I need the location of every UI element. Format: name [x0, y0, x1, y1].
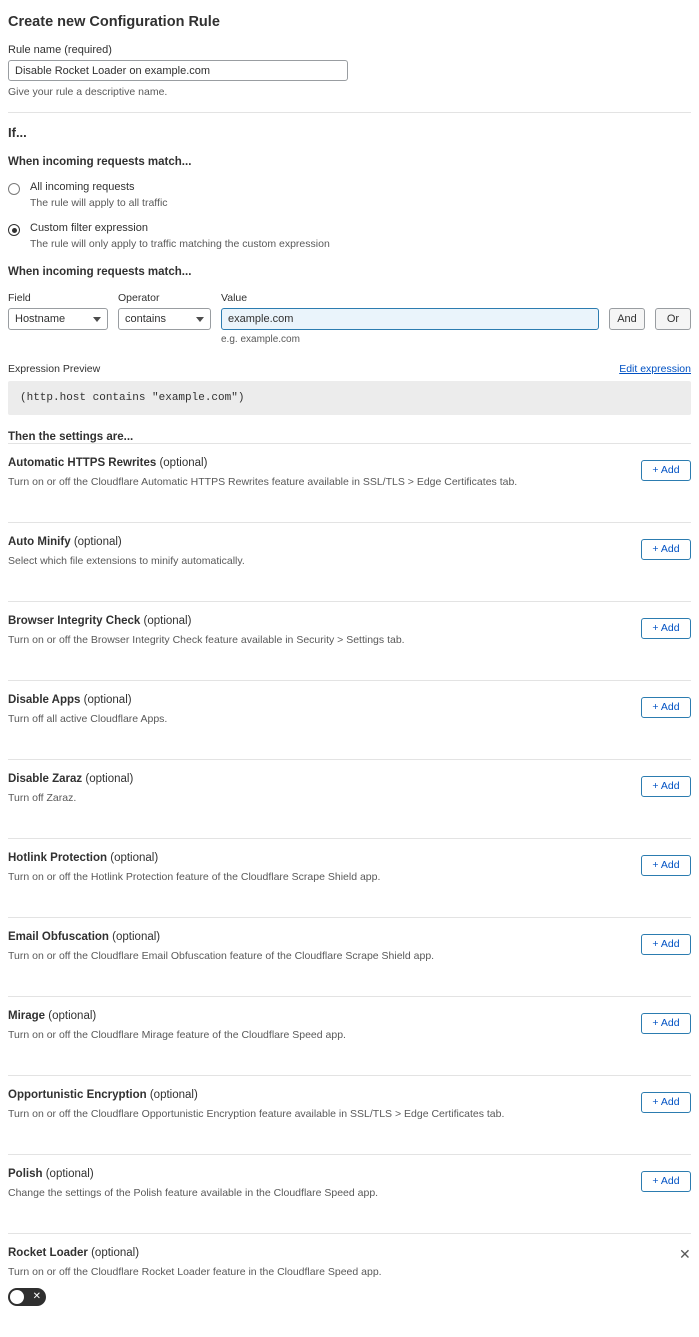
setting-name: Rocket Loader (optional) [8, 1247, 140, 1259]
setting-row-hotlink-protection [8, 838, 691, 917]
toggle-knob [10, 1290, 24, 1304]
column-header-field: Field [8, 292, 31, 304]
radio-label-all-requests: All incoming requests [30, 181, 135, 193]
value-hint: e.g. example.com [221, 334, 300, 345]
setting-row-email-obfuscation [8, 917, 691, 996]
radio-icon-all-requests[interactable] [8, 183, 20, 195]
field-select[interactable] [8, 308, 108, 330]
setting-description: Turn off Zaraz. [8, 792, 77, 804]
setting-name: Disable Apps (optional) [8, 694, 132, 706]
setting-name: Browser Integrity Check (optional) [8, 615, 192, 627]
toggle-off-icon: ✕ [32, 1291, 41, 1302]
chevron-down-icon [196, 317, 204, 322]
setting-name: Mirage (optional) [8, 1010, 97, 1022]
setting-name: Hotlink Protection (optional) [8, 852, 159, 864]
setting-row-polish [8, 1154, 691, 1233]
setting-description: Turn on or off the Cloudflare Rocket Loader feature in the Cloudflare Speed app. [8, 1266, 382, 1278]
filter-column-headers [8, 292, 691, 304]
filter-match-label: When incoming requests match... [8, 266, 192, 278]
setting-name: Polish (optional) [8, 1168, 94, 1180]
setting-name: Automatic HTTPS Rewrites (optional) [8, 457, 208, 469]
setting-row-opportunistic-encryption [8, 1075, 691, 1154]
if-match-label: When incoming requests match... [8, 156, 192, 168]
column-header-operator: Operator [118, 292, 160, 304]
radio-label-custom-filter: Custom filter expression [30, 222, 148, 234]
operator-select[interactable] [118, 308, 211, 330]
expression-preview-label: Expression Preview [8, 363, 101, 375]
add-button-email-obfuscation[interactable]: + Add [641, 934, 691, 955]
setting-row-disable-zaraz [8, 759, 691, 838]
value-input[interactable] [221, 308, 599, 330]
and-button[interactable]: And [609, 308, 645, 330]
setting-description: Turn on or off the Hotlink Protection feature of the Cloudflare Scrape Shield app. [8, 871, 381, 883]
add-button-browser-integrity-check[interactable]: + Add [641, 618, 691, 639]
if-section-title: If... [8, 125, 27, 140]
setting-description: Turn on or off the Cloudflare Mirage feature of the Cloudflare Speed app. [8, 1029, 346, 1041]
field-select-value: Hostname [15, 313, 66, 325]
add-button-auto-minify[interactable]: + Add [641, 539, 691, 560]
chevron-down-icon [93, 317, 101, 322]
then-section-title: Then the settings are... [8, 431, 134, 443]
close-icon[interactable]: ✕ [673, 1246, 689, 1262]
add-button-automatic-https-rewrites[interactable]: + Add [641, 460, 691, 481]
setting-description: Select which file extensions to minify automatically. [8, 555, 245, 567]
edit-expression-link[interactable]: Edit expression [619, 363, 691, 375]
add-button-hotlink-protection[interactable]: + Add [641, 855, 691, 876]
operator-select-value: contains [125, 313, 166, 325]
radio-icon-custom-filter[interactable] [8, 224, 20, 236]
setting-row-rocket-loader [8, 1233, 691, 1320]
rule-name-input[interactable] [8, 60, 348, 81]
setting-row-auto-minify [8, 522, 691, 601]
rule-name-label: Rule name (required) [8, 44, 112, 56]
setting-row-browser-integrity-check [8, 601, 691, 680]
rule-name-help: Give your rule a descriptive name. [8, 86, 168, 98]
setting-description: Turn on or off the Cloudflare Automatic HTTPS Rewrites feature available in SSL/TLS > Edge Certificates tab. [8, 476, 518, 488]
column-header-value: Value [221, 292, 248, 304]
setting-description: Turn on or off the Browser Integrity Check feature available in Security > Settings tab. [8, 634, 405, 646]
add-button-disable-apps[interactable]: + Add [641, 697, 691, 718]
setting-name: Email Obfuscation (optional) [8, 931, 161, 943]
setting-description: Turn on or off the Cloudflare Opportunistic Encryption feature available in SSL/TLS > Edge Certificates tab. [8, 1108, 505, 1120]
setting-row-mirage [8, 996, 691, 1075]
setting-description: Turn on or off the Cloudflare Email Obfuscation feature of the Cloudflare Scrape Shield app. [8, 950, 435, 962]
add-button-mirage[interactable]: + Add [641, 1013, 691, 1034]
setting-row-disable-apps [8, 680, 691, 759]
radio-option-all-requests[interactable] [8, 181, 691, 209]
radio-desc-custom-filter: The rule will only apply to traffic matching the custom expression [30, 238, 330, 250]
setting-description: Turn off all active Cloudflare Apps. [8, 713, 168, 725]
radio-option-custom-filter[interactable] [8, 222, 691, 250]
add-button-polish[interactable]: + Add [641, 1171, 691, 1192]
expression-preview: (http.host contains "example.com") [8, 381, 691, 415]
setting-description: Change the settings of the Polish feature available in the Cloudflare Speed app. [8, 1187, 379, 1199]
setting-row-automatic-https-rewrites [8, 443, 691, 522]
add-button-disable-zaraz[interactable]: + Add [641, 776, 691, 797]
add-button-opportunistic-encryption[interactable]: + Add [641, 1092, 691, 1113]
divider-top [8, 112, 691, 113]
setting-name: Disable Zaraz (optional) [8, 773, 134, 785]
configuration-rule-form [0, 8, 699, 1320]
or-button[interactable]: Or [655, 308, 691, 330]
rocket-loader-toggle[interactable] [8, 1288, 46, 1306]
setting-name: Opportunistic Encryption (optional) [8, 1089, 198, 1101]
filter-row [8, 308, 691, 330]
page-title: Create new Configuration Rule [8, 14, 220, 30]
radio-desc-all-requests: The rule will apply to all traffic [30, 197, 168, 209]
setting-name: Auto Minify (optional) [8, 536, 122, 548]
